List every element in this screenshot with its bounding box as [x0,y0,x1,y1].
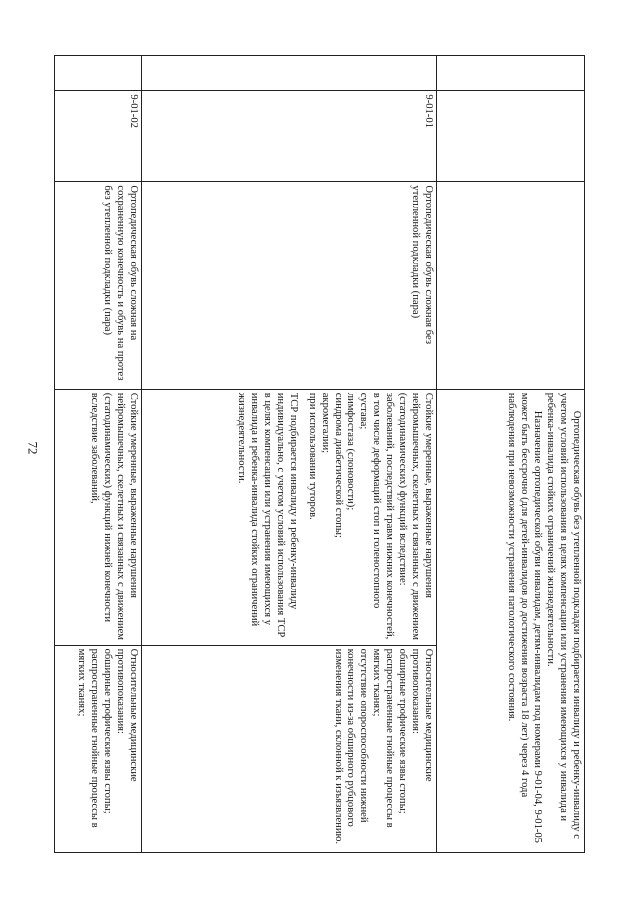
row-empty-cell [55,56,142,91]
medical-contraindications [142,645,437,852]
header-row [437,56,585,853]
table-row [55,56,142,853]
indication-line: лимфостаза (слоновости); [345,392,357,511]
medical-contraindications [55,645,142,852]
indication-line: Стойкие умеренные, выраженные нарушения нейромышечных, скелетных и связанных с движением (статодинамических) функций вследствие: [397,392,434,641]
item-code: 9-01-02 [55,91,142,182]
general-rule-paragraph-1: Ортопедическая обувь без утепленной подкладки подбирается инвалиду и ребенку-инвалиду с учетом условий использования в целях компенсации или устранения имеющихся у инвалида и ребенка-инвалида стойких ограничений жизнедеятельности. [545,392,582,839]
page-number: 72 [25,441,41,455]
header-empty-cell-2 [437,91,585,182]
indication-line: Стойкие умеренные, выраженные нарушения нейромышечных, скелетных и связанных с движением (статодинамических) функций нижней конечности вследствие заболеваний, [89,392,139,641]
indication-line: заболеваний, последствий травм нижних конечностей, в том числе деформаций стоп и голеностопного сустава; [358,392,396,640]
tsr-selection-note: ТСР подбирается инвалиду и ребенку-инвалиду индивидуально, с учетом условий использования ТСР в целях компенсации или устранения имеющихся у инвалида и ребенка-инвалида стойких ограничений жизнедеятельности. [236,392,299,638]
contraindication-line: обширные трофические язвы стопы; [397,648,409,814]
indication-line: акромегалии; [319,392,331,454]
indication-line: при использовании туторов. [306,392,318,520]
item-code: 9-01-01 [142,91,437,182]
medical-indications [55,389,142,645]
row-empty-cell [142,56,437,91]
header-empty-cell-1 [437,56,585,91]
general-rules-cell [437,389,585,852]
general-rule-paragraph-2: Назначение ортопедической обуви инвалидам, детям-инвалидам под номерами 9-01-04, 9-01-05 может быть бессрочно (для детей-инвалидов до достижения возраста 18 лет) через 4 года наблюдения при невозможности устранения патологического состояния. [506,392,544,843]
contraindication-line: Относительные медицинские противопоказания: [115,648,139,782]
rotated-page-content [55,55,585,853]
indication-line: синдрома диабетической стопы; [332,392,344,538]
contraindication-line: распространенные гнойные процессы в мягких тканях; [371,648,396,828]
orthopedic-footwear-table [54,55,585,853]
contraindication-line: обширные трофические язвы стопы; [102,648,114,814]
medical-indications [142,389,437,645]
table-row [142,56,437,853]
contraindication-line: отсутствие опороспособности нижней конечности из-за обширного рубцового изменения ткани, склонной к изъязвлению. [332,648,370,845]
contraindication-line: Относительные медицинские противопоказания: [410,648,434,782]
header-empty-cell-3 [437,182,585,389]
item-name: Ортопедическая обувь сложная на сохраненную конечность и обувь на протез без утепленной подкладки (пара) [55,182,142,389]
item-name: Ортопедическая обувь сложная без утепленной подкладки (пара) [142,182,437,389]
contraindication-line: распространенные гнойные процессы в мягких тканях; [76,648,101,828]
